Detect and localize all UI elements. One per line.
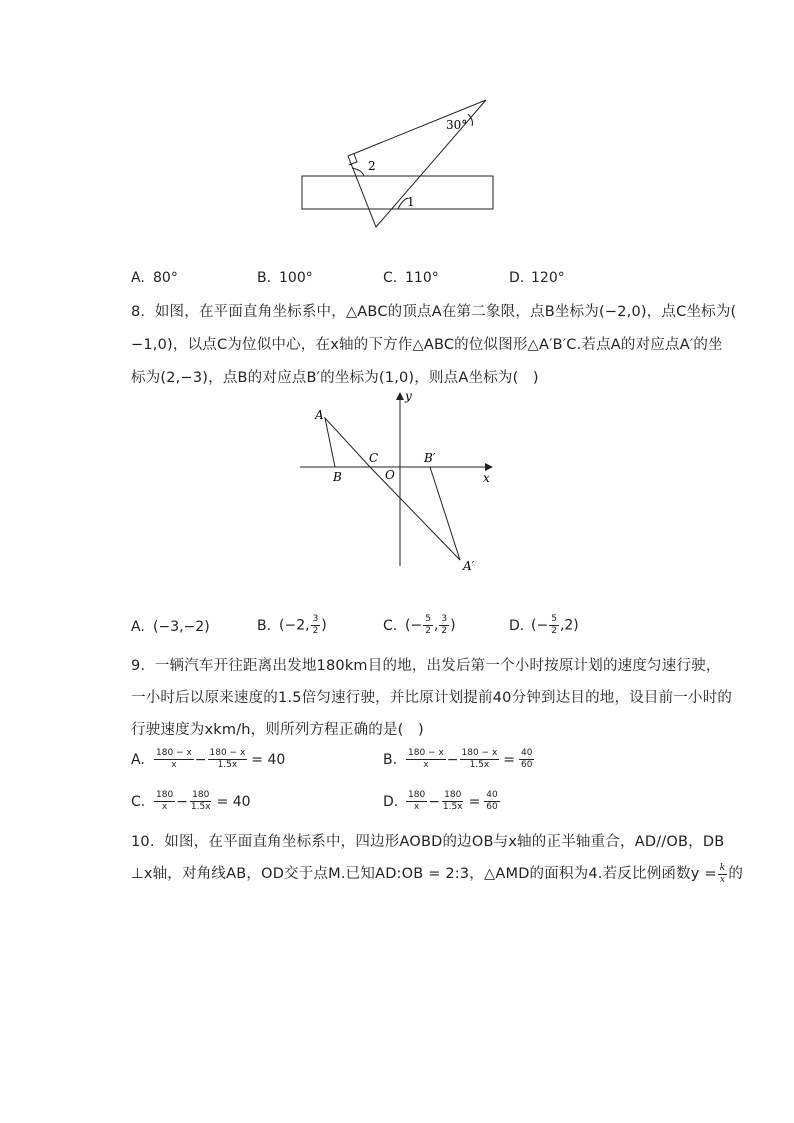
label-c: C bbox=[369, 451, 379, 465]
label-b-prime: B′ bbox=[424, 451, 436, 465]
q8-line-3: 标为(2,−3)，点B的对应点B′的坐标为(1,0)，则点A坐标为( ) bbox=[131, 370, 539, 386]
q9-option-c: C. $\frac{180}{x}$ − $\frac{180}{1.5x}$ = 40 bbox=[131, 790, 251, 812]
label-y: y bbox=[405, 389, 412, 403]
q8-option-d: D. (− $\frac{5}{2}$ ,2) bbox=[509, 614, 579, 636]
triangle-abc bbox=[325, 418, 370, 467]
q9-option-b: B. $\frac{180 - x}{x}$ − $\frac{180 - x}{1.5x}$ = $\frac{40}{60}$ bbox=[383, 748, 533, 770]
q10-line-2: ⊥x轴，对角线AB，OD交于点M.已知AD:OB = 2:3，△AMD的面积为4.若反比例函数y = $\frac{k}{x}$ 的 bbox=[131, 862, 744, 885]
q9-option-d: D. $\frac{180}{x}$ − $\frac{180}{1.5x}$ = $\frac{40}{60}$ bbox=[383, 790, 498, 812]
label-x: x bbox=[483, 471, 490, 485]
q9-line-1: 9. 一辆汽车开往距离出发地180km目的地，出发后第一个小时按原计划的速度匀速行驶， bbox=[131, 658, 721, 674]
q7-option-d: D. 120° bbox=[509, 270, 565, 286]
label-a: A bbox=[315, 408, 324, 422]
ruler-rectangle bbox=[302, 176, 493, 209]
q7-option-c: C. 110° bbox=[383, 270, 439, 286]
q8-option-b: B. (−2, $\frac{3}{2}$ ) bbox=[257, 614, 327, 636]
label-o: O bbox=[385, 468, 395, 482]
angle-1-label: 1 bbox=[407, 195, 415, 209]
q8-line-2: −1,0)，以点C为位似中心，在x轴的下方作△ABC的位似图形△A′B′C.若点A的对应点A′的坐 bbox=[131, 337, 723, 353]
q7-option-a: A. 80° bbox=[131, 270, 178, 286]
figure-triangle-ruler bbox=[290, 90, 510, 240]
q9-line-3: 行驶速度为xkm/h，则所列方程正确的是( ) bbox=[131, 722, 424, 738]
label-b: B bbox=[333, 470, 342, 484]
q9-option-a: A. $\frac{180 - x}{x}$ − $\frac{180 - x}{1.5x}$ = 40 bbox=[131, 748, 286, 770]
label-a-prime: A′ bbox=[463, 559, 475, 573]
q8-option-a: A. (−3,−2) bbox=[131, 619, 210, 635]
q8-option-c: C. (− $\frac{5}{2}$ , $\frac{3}{2}$ ) bbox=[383, 614, 456, 636]
q9-line-2: 一小时后以原来速度的1.5倍匀速行驶，并比原计划提前40分钟到达目的地，设目前一小时的 bbox=[131, 690, 733, 706]
angle-2-label: 2 bbox=[368, 159, 376, 173]
triangle-apbpc bbox=[370, 467, 460, 560]
angle-30-label: 30° bbox=[446, 118, 468, 132]
q8-line-1: 8. 如图，在平面直角坐标系中，△ABC的顶点A在第二象限，点B坐标为(−2,0)，点C坐标为( bbox=[131, 304, 737, 320]
right-angle-mark bbox=[349, 154, 357, 165]
figure-coordinate-triangles bbox=[295, 388, 500, 578]
q7-option-b: B. 100° bbox=[257, 270, 313, 286]
q10-line-1: 10. 如图，在平面直角坐标系中，四边形AOBD的边OB与x轴的正半轴重合，AD//OB，DB bbox=[131, 834, 725, 850]
